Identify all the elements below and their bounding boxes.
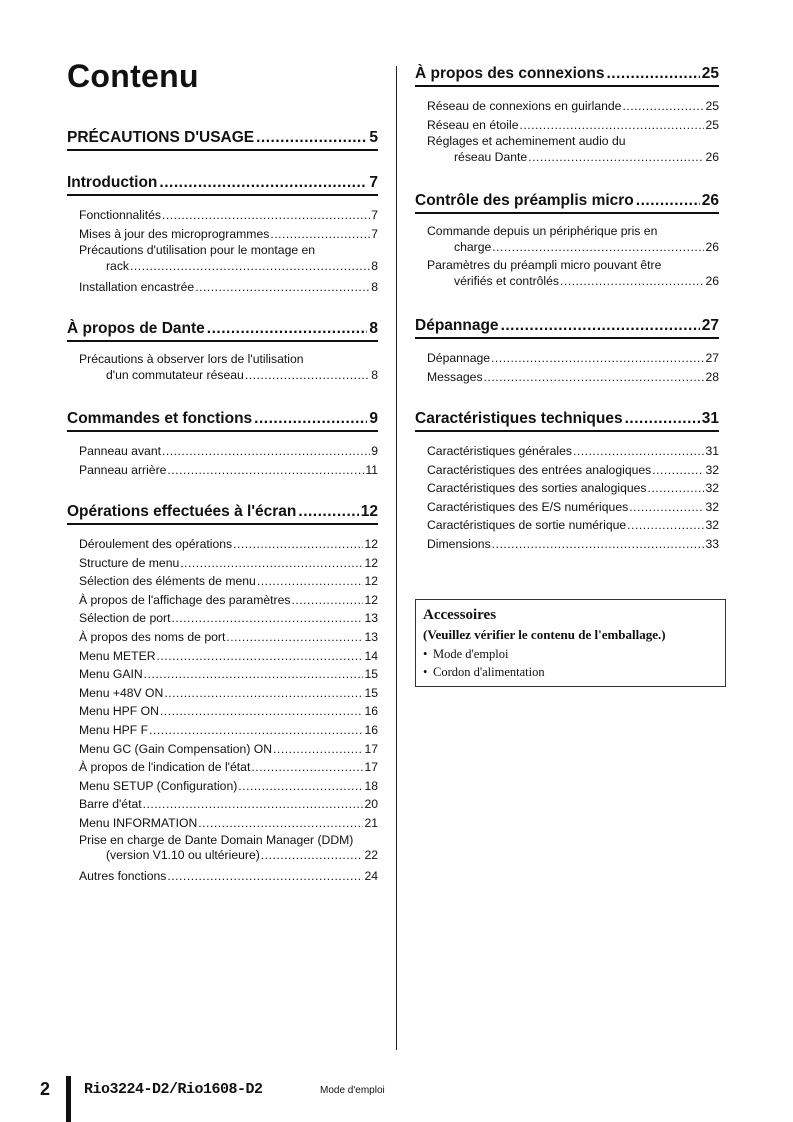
entry-page: 25: [705, 99, 719, 113]
entry-title: Menu HPF F: [79, 722, 149, 737]
dot-leader: [159, 172, 367, 194]
entry-page: 12: [364, 537, 378, 551]
entry-title-line2: charge: [454, 239, 492, 254]
entry-title: Messages: [427, 369, 483, 384]
bullet-icon: •: [423, 665, 428, 679]
entry-title: Caractéristiques générales: [427, 444, 572, 458]
toc-section-preamplis: [415, 190, 719, 293]
entry-page: 12: [364, 574, 378, 589]
entry-page: 14: [364, 648, 378, 663]
bullet-icon: •: [423, 647, 428, 661]
dot-leader: [492, 535, 705, 554]
toc-entry[interactable]: [79, 609, 378, 628]
toc-entry[interactable]: [79, 702, 378, 721]
dot-leader: [157, 647, 364, 666]
dot-leader: [606, 63, 699, 85]
entry-page: 32: [705, 518, 719, 533]
dot-leader: [207, 318, 368, 340]
section-heading[interactable]: [67, 127, 378, 151]
entry-title: Structure de menu: [79, 555, 180, 570]
toc-entry[interactable]: [79, 461, 378, 480]
entry-title: Menu SETUP (Configuration): [79, 778, 238, 793]
page-title: Contenu: [67, 58, 199, 94]
entry-page: 8: [371, 258, 378, 273]
toc-entry[interactable]: [79, 591, 378, 610]
dot-leader: [167, 461, 364, 480]
dot-leader: [291, 591, 363, 610]
toc-entry[interactable]: [79, 647, 378, 666]
toc-entry[interactable]: [79, 243, 378, 274]
entry-page: 22: [364, 848, 378, 863]
toc-entries: [415, 442, 719, 554]
entry-title: Caractéristiques des sorties analogiques: [427, 481, 647, 496]
dot-leader: [233, 535, 363, 554]
toc-entry[interactable]: [79, 554, 378, 573]
dot-leader: [501, 315, 700, 337]
page-number: 2: [40, 1079, 51, 1099]
accessory-label: Cordon d'alimentation: [433, 665, 545, 679]
entry-title: Menu GC (Gain Compensation) ON: [79, 741, 273, 756]
entry-title-line1: Commande depuis un périphérique pris en: [427, 224, 658, 238]
entry-title-line2: vérifiés et contrôlés: [454, 274, 559, 289]
toc-entry[interactable]: [427, 224, 719, 255]
entry-title: Dimensions: [427, 536, 491, 551]
dot-leader: [298, 501, 358, 523]
dot-leader: [273, 740, 363, 759]
entry-page: 9: [371, 444, 378, 458]
toc-section-depannage: [415, 315, 719, 386]
entry-title: Caractéristiques des entrées analogiques: [427, 462, 652, 477]
section-page: 31: [701, 410, 719, 427]
toc-entries: [67, 442, 378, 479]
entry-page: 28: [705, 369, 719, 384]
entry-page: 26: [705, 274, 719, 289]
section-title: Introduction: [67, 174, 158, 191]
entry-title: Menu INFORMATION: [79, 815, 198, 830]
entry-title: Barre d'état: [79, 797, 142, 812]
toc-entry[interactable]: [427, 258, 719, 289]
entry-title: À propos des noms de port: [79, 629, 226, 644]
entry-title: Caractéristiques des E/S numériques: [427, 499, 629, 514]
page-footer: [0, 1076, 793, 1122]
entry-page: 13: [364, 629, 378, 644]
dot-leader: [636, 190, 700, 212]
dot-leader: [261, 848, 364, 864]
entry-page: 12: [364, 555, 378, 570]
entry-page: 20: [364, 797, 378, 812]
entry-title: Déroulement des opérations: [79, 537, 233, 551]
entry-page: 13: [364, 611, 378, 626]
toc-entry[interactable]: [79, 206, 378, 225]
entry-title: Menu HPF ON: [79, 704, 159, 719]
toc-entry[interactable]: [427, 442, 719, 461]
dot-leader: [573, 442, 704, 461]
dot-leader: [160, 702, 364, 721]
toc-entry[interactable]: [427, 116, 719, 135]
entry-page: 16: [364, 722, 378, 737]
entry-title-line1: Précautions à observer lors de l'utilisation: [79, 352, 304, 366]
entry-title: Menu +48V ON: [79, 685, 164, 700]
toc-entry[interactable]: [427, 535, 719, 554]
entry-title: Menu METER: [79, 648, 156, 663]
entry-page: 33: [705, 536, 719, 551]
section-title: À propos des connexions: [415, 65, 605, 82]
dot-leader: [491, 349, 704, 368]
dot-leader: [162, 206, 370, 225]
dot-leader: [519, 116, 704, 135]
toc-section-commandes: [67, 408, 378, 479]
dot-leader: [625, 408, 700, 430]
toc-entry[interactable]: [79, 535, 378, 554]
section-page: 8: [369, 320, 378, 337]
toc-entries: [67, 535, 378, 886]
dot-leader: [144, 665, 364, 684]
dot-leader: [143, 795, 364, 814]
dot-leader: [164, 684, 363, 703]
section-page: 9: [369, 410, 378, 427]
section-heading[interactable]: [415, 63, 719, 87]
dot-leader: [652, 461, 704, 480]
entry-title: Mises à jour des microprogrammes: [79, 226, 270, 241]
dot-leader: [560, 274, 704, 290]
dot-leader: [130, 259, 370, 275]
section-page: 25: [701, 65, 719, 82]
section-heading[interactable]: [415, 315, 719, 339]
entry-page: 16: [364, 704, 378, 719]
entry-page: 32: [705, 481, 719, 496]
column-divider: [396, 66, 397, 1050]
toc-entries: [415, 349, 719, 386]
entry-page: 17: [364, 760, 378, 775]
entry-title: Panneau arrière: [79, 462, 167, 477]
section-page: 7: [369, 174, 378, 191]
entry-title: Dépannage: [427, 351, 491, 365]
section-heading[interactable]: [67, 408, 378, 432]
section-heading[interactable]: [415, 408, 719, 432]
toc-entry[interactable]: [79, 867, 378, 886]
dot-leader: [256, 127, 367, 149]
accessory-item: [423, 663, 718, 681]
toc-entry[interactable]: [79, 442, 378, 461]
entry-title-line1: Réglages et acheminement audio du: [427, 134, 626, 149]
entry-title-line1: Paramètres du préampli micro pouvant être: [427, 258, 662, 273]
toc-section-connexions: [415, 63, 719, 169]
toc-entries: [415, 97, 719, 166]
dot-leader: [627, 516, 704, 535]
entry-title-line2: rack: [106, 258, 130, 273]
toc-entry[interactable]: [79, 225, 378, 244]
section-title: Commandes et fonctions: [67, 410, 253, 427]
toc-section-precautions[interactable]: [67, 127, 378, 151]
entry-page: 15: [364, 667, 378, 682]
entry-page: 27: [705, 351, 719, 365]
dot-leader: [257, 572, 364, 591]
entry-title-line1: Prise en charge de Dante Domain Manager (DDM): [79, 832, 354, 847]
section-title: Contrôle des préamplis micro: [415, 192, 634, 209]
dot-leader: [528, 150, 704, 166]
entry-page: 12: [364, 592, 378, 607]
section-page: 27: [701, 317, 719, 334]
entry-page: 25: [705, 117, 719, 132]
section-title: Opérations effectuées à l'écran: [67, 503, 297, 520]
toc-entry[interactable]: [79, 684, 378, 703]
toc-entry[interactable]: [79, 777, 378, 796]
section-title: Caractéristiques techniques: [415, 410, 623, 427]
entry-page: 24: [364, 868, 378, 883]
entry-page: 26: [705, 239, 719, 254]
entry-page: 15: [364, 685, 378, 700]
toc-entry[interactable]: [427, 134, 719, 165]
section-title: À propos de Dante: [67, 320, 205, 337]
toc-entry[interactable]: [79, 814, 378, 833]
dot-leader: [622, 97, 704, 116]
entry-title: Réseau en étoile: [427, 117, 519, 132]
dot-leader: [254, 408, 367, 430]
toc-section-dante: [67, 318, 378, 386]
entry-title: Panneau avant: [79, 444, 161, 458]
section-page: 26: [701, 192, 719, 209]
accessories-title: Accessoires: [423, 607, 497, 623]
toc-entry[interactable]: [79, 278, 378, 297]
entry-page: 7: [371, 208, 378, 222]
entry-title: Installation encastrée: [79, 279, 195, 294]
entry-title-line1: Précautions d'utilisation pour le montage en: [79, 243, 316, 258]
dot-leader: [245, 368, 370, 384]
toc-entry[interactable]: [79, 352, 378, 383]
entry-title: À propos de l'affichage des paramètres: [79, 592, 291, 607]
toc-entry[interactable]: [79, 572, 378, 591]
dot-leader: [484, 368, 705, 387]
toc-entries: [415, 224, 719, 290]
entry-page: 26: [705, 149, 719, 164]
accessory-item: [423, 645, 718, 663]
dot-leader: [180, 554, 363, 573]
product-name: Rio3224-D2/Rio1608-D2: [84, 1081, 263, 1098]
dot-leader: [198, 814, 363, 833]
dot-leader: [238, 777, 363, 796]
entry-title: Fonctionnalités: [79, 208, 161, 222]
entry-page: 32: [705, 462, 719, 477]
guide-label: Mode d'emploi: [320, 1085, 385, 1096]
entry-page: 32: [705, 499, 719, 514]
accessory-label: Mode d'emploi: [433, 647, 509, 661]
entry-title-line2: d'un commutateur réseau: [106, 367, 244, 382]
entry-title-line2: (version V1.10 ou ultérieure): [106, 848, 260, 863]
toc-entry[interactable]: [79, 833, 378, 864]
accessories-subtitle: (Veuillez vérifier le contenu de l'emballage.): [423, 627, 666, 642]
toc-entry[interactable]: [427, 368, 719, 387]
dot-leader: [162, 442, 370, 461]
footer-bar: [66, 1076, 71, 1122]
toc-entry[interactable]: [79, 628, 378, 647]
dot-leader: [171, 609, 363, 628]
dot-leader: [492, 240, 704, 256]
section-heading[interactable]: [67, 318, 378, 342]
section-heading[interactable]: [415, 190, 719, 214]
entry-title: Caractéristiques de sortie numérique: [427, 518, 627, 533]
section-page: 5: [369, 129, 378, 146]
entry-title: À propos de l'indication de l'état: [79, 760, 251, 775]
entry-page: 8: [371, 279, 378, 294]
toc-entry[interactable]: [427, 479, 719, 498]
accessories-box: [415, 599, 726, 687]
toc-section-caracteristiques: [415, 408, 719, 554]
toc-entry[interactable]: [79, 721, 378, 740]
entry-page: 21: [364, 815, 378, 830]
section-title: Dépannage: [415, 317, 499, 334]
entry-title: Réseau de connexions en guirlande: [427, 99, 622, 113]
entry-page: 17: [364, 741, 378, 756]
toc-entry[interactable]: [427, 349, 719, 368]
entry-title: Menu GAIN: [79, 667, 143, 682]
entry-page: 7: [371, 226, 378, 241]
toc-entry[interactable]: [427, 97, 719, 116]
section-title: PRÉCAUTIONS D'USAGE: [67, 129, 255, 146]
toc-entries: [67, 352, 378, 383]
dot-leader: [226, 628, 363, 647]
toc-entry[interactable]: [79, 795, 378, 814]
section-heading[interactable]: [67, 501, 378, 525]
toc-section-introduction: [67, 172, 378, 296]
dot-leader: [648, 479, 705, 498]
dot-leader: [251, 758, 363, 777]
dot-leader: [629, 498, 704, 517]
toc-entry[interactable]: [427, 461, 719, 480]
toc-entry[interactable]: [79, 758, 378, 777]
toc-section-operations: [67, 501, 378, 886]
entry-page: 18: [364, 778, 378, 793]
toc-entry[interactable]: [427, 498, 719, 517]
entry-title: Sélection des éléments de menu: [79, 574, 256, 589]
entry-title: Sélection de port: [79, 611, 171, 626]
toc-entries: [67, 206, 378, 296]
section-heading[interactable]: [67, 172, 378, 196]
dot-leader: [195, 278, 370, 297]
entry-page: 31: [705, 444, 719, 458]
toc-entry[interactable]: [427, 516, 719, 535]
dot-leader: [149, 721, 363, 740]
toc-entry[interactable]: [79, 740, 378, 759]
dot-leader: [270, 225, 370, 244]
entry-title-line2: réseau Dante: [454, 149, 528, 164]
toc-entry[interactable]: [79, 665, 378, 684]
entry-page: 8: [371, 367, 378, 382]
entry-title: Autres fonctions: [79, 868, 167, 883]
dot-leader: [167, 867, 363, 886]
entry-page: 11: [365, 462, 378, 477]
section-page: 12: [360, 503, 378, 520]
